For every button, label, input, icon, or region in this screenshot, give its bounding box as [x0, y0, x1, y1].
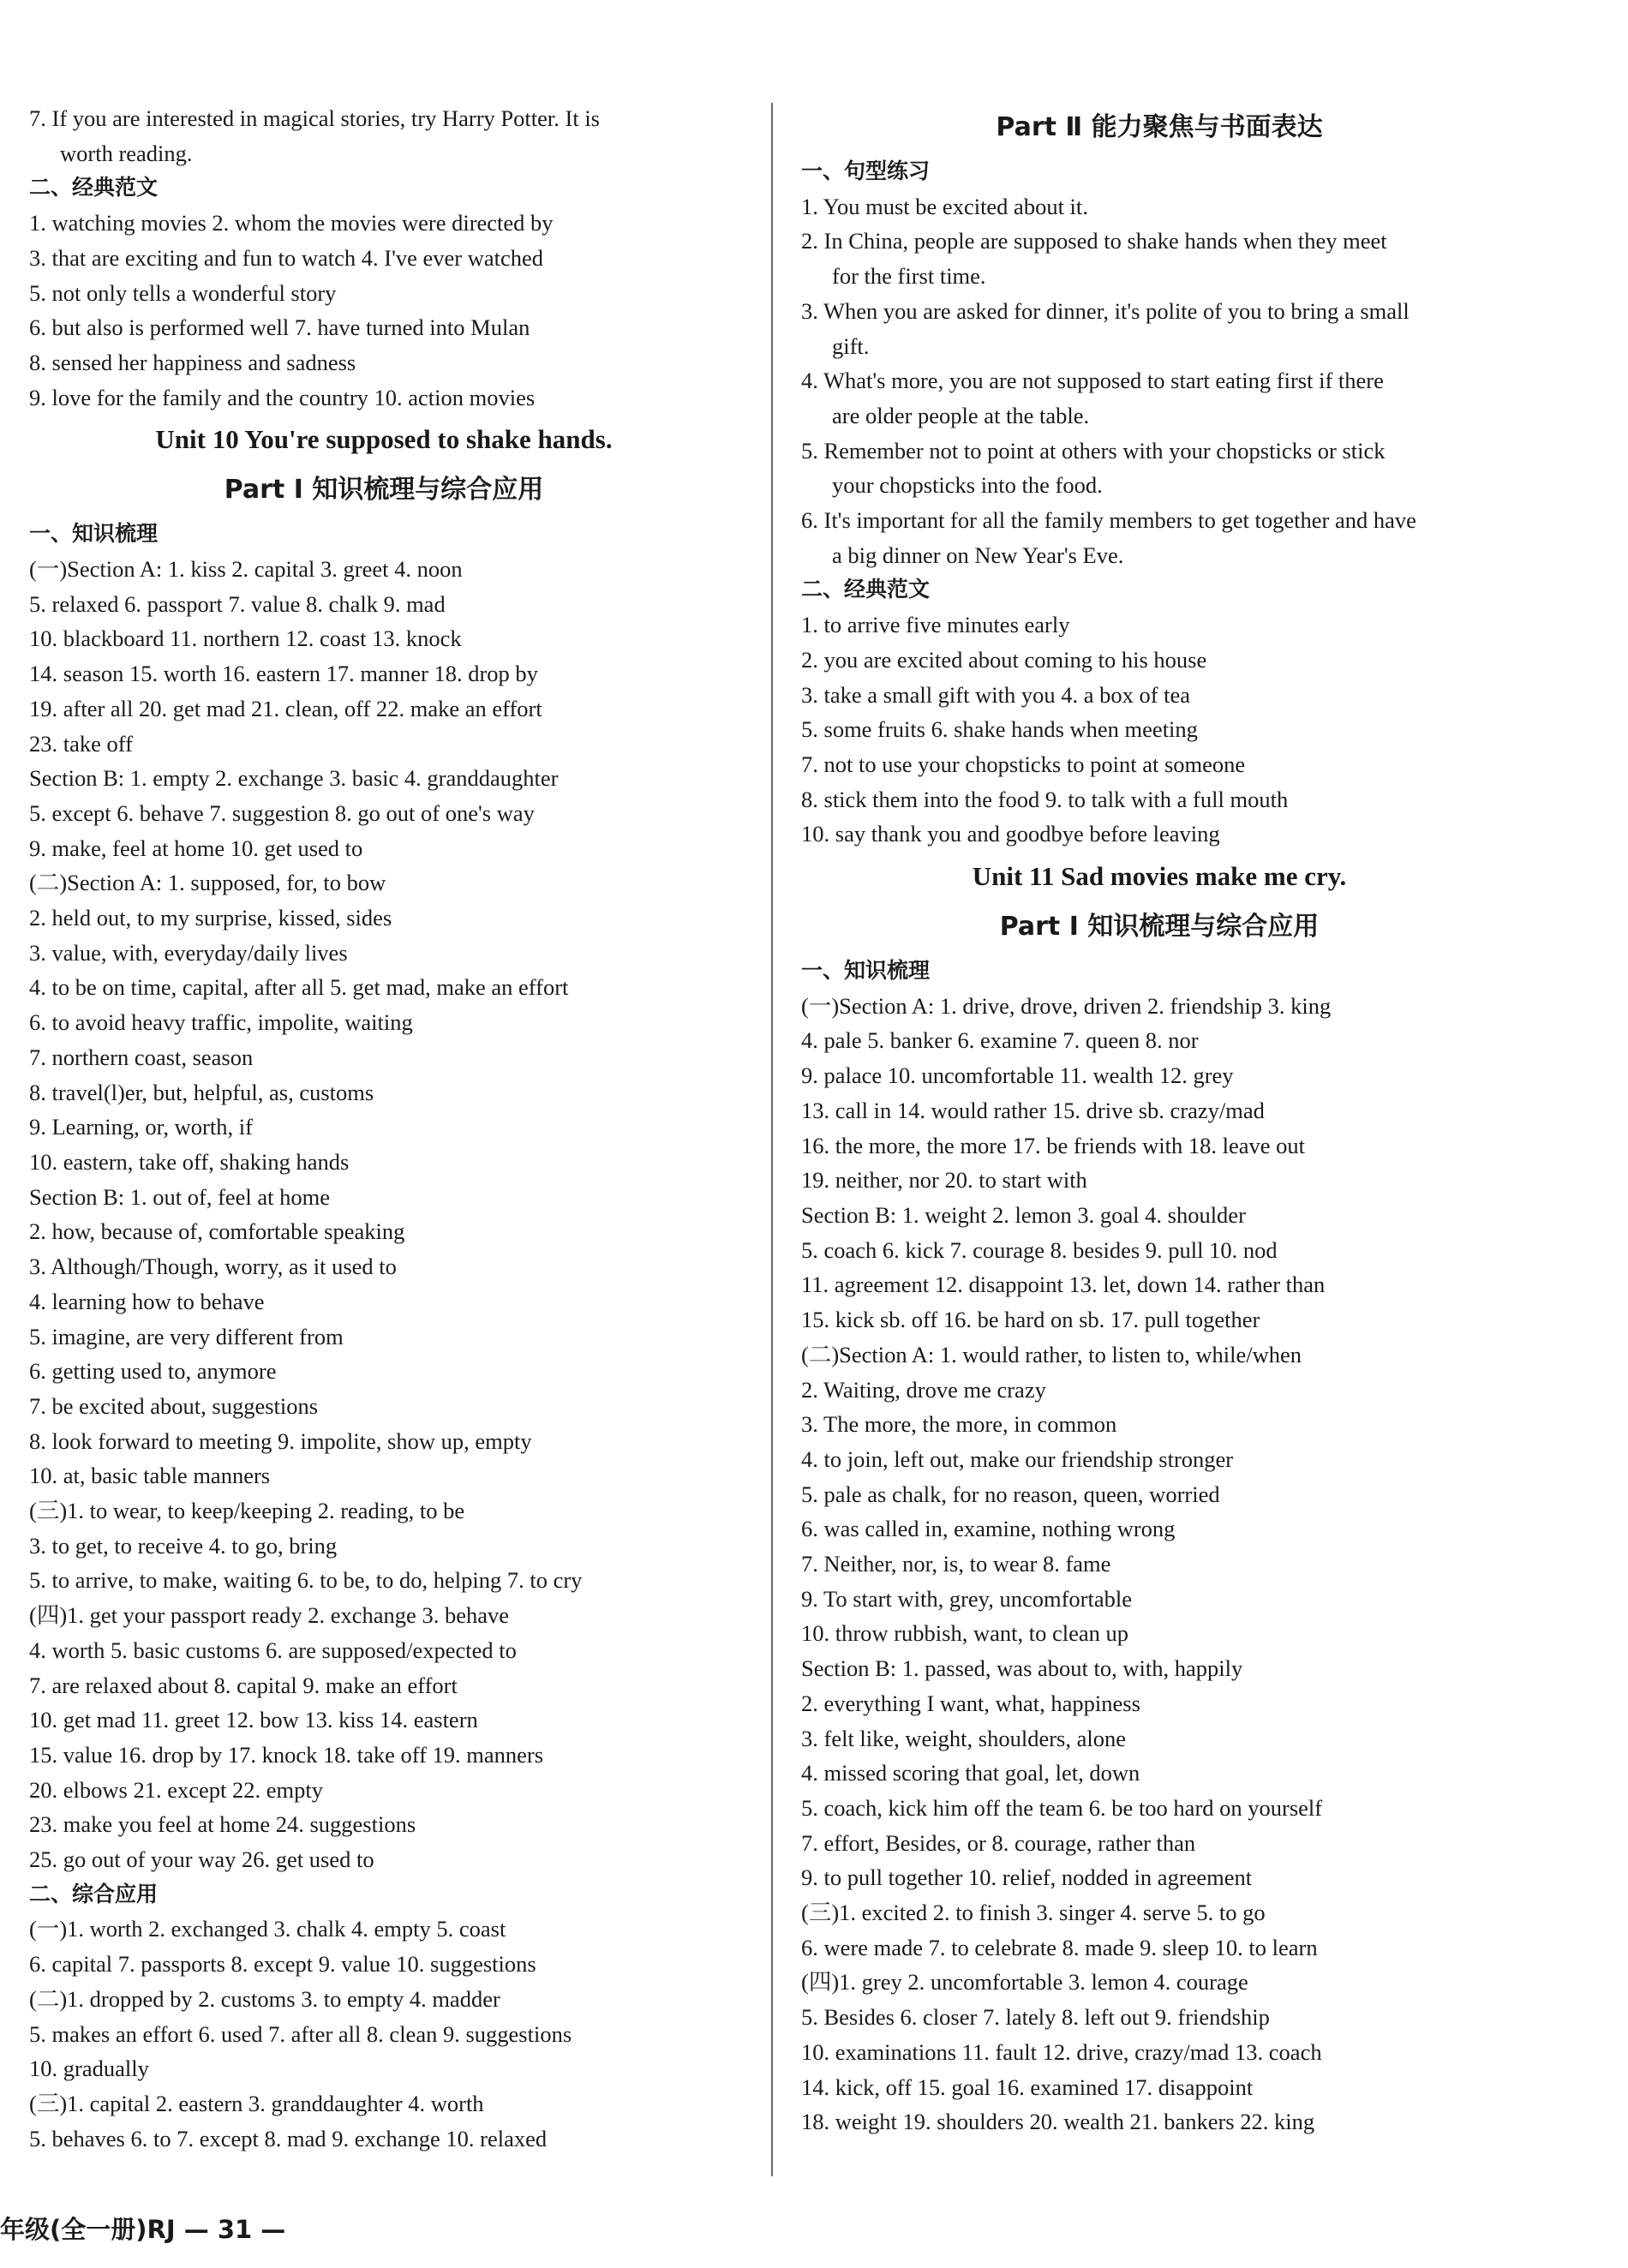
answer-line: 7. effort, Besides, or 8. courage, rather than	[801, 1829, 1196, 1856]
answer-line: 5. Besides 6. closer 7. lately 8. left out 9. friendship	[801, 2004, 1270, 2031]
answer-line: 6. capital 7. passports 8. except 9. value 10. suggestions	[29, 1951, 536, 1978]
answer-line: 13. call in 14. would rather 15. drive sb. crazy/mad	[801, 1097, 1265, 1123]
answer-line: 3. Although/Though, worry, as it used to	[29, 1254, 397, 1280]
answer-line: 10. say thank you and goodbye before leaving	[801, 821, 1220, 847]
answer-line: 9. make, feel at home 10. get used to	[29, 835, 363, 861]
answer-line-continued: worth reading.	[60, 140, 193, 166]
answer-line: 7. Neither, nor, is, to wear 8. fame	[801, 1551, 1111, 1577]
answer-line-continued: a big dinner on New Year's Eve.	[832, 542, 1124, 568]
answer-line: 3. to get, to receive 4. to go, bring	[29, 1532, 338, 1559]
answer-line: 7. be excited about, suggestions	[29, 1392, 319, 1419]
answer-line: 3. felt like, weight, shoulders, alone	[801, 1725, 1127, 1751]
answer-line: 9. love for the family and the country 10. action movies	[29, 384, 536, 410]
answer-line: 4. What's more, you are not supposed to start eating first if there	[801, 368, 1384, 394]
answer-line: 6. to avoid heavy traffic, impolite, waiting	[29, 1009, 413, 1036]
answer-line: 3. take a small gift with you 4. a box of tea	[801, 681, 1191, 708]
answer-line: 10. throw rubbish, want, to clean up	[801, 1620, 1128, 1647]
answer-line: Section B: 1. passed, was about to, with, happily	[801, 1655, 1243, 1682]
answer-line: (二)Section A: 1. would rather, to listen to, while/when	[801, 1341, 1302, 1367]
answer-line: 4. missed scoring that goal, let, down	[801, 1760, 1140, 1786]
answer-line: 18. weight 19. shoulders 20. wealth 21. bankers 22. king	[801, 2109, 1315, 2135]
answer-line: 15. value 16. drop by 17. knock 18. take off 19. manners	[29, 1741, 544, 1768]
column-divider	[771, 103, 773, 2176]
answer-line: (二)Section A: 1. supposed, for, to bow	[29, 870, 386, 896]
answer-line: (一)1. worth 2. exchanged 3. chalk 4. empty 5. coast	[29, 1916, 506, 1942]
answer-line: 15. kick sb. off 16. be hard on sb. 17. pull together	[801, 1307, 1260, 1333]
answer-line: 10. eastern, take off, shaking hands	[29, 1148, 350, 1175]
right-column	[801, 101, 1517, 2139]
answer-line: 5. to arrive, to make, waiting 6. to be, to do, helping 7. to cry	[29, 1567, 583, 1594]
answer-line: 6. were made 7. to celebrate 8. made 9. sleep 10. to learn	[801, 1934, 1318, 1960]
unit-title: Unit 11 Sad movies make me cry.	[972, 861, 1347, 892]
answer-line: 2. you are excited about coming to his house	[801, 646, 1207, 673]
answer-line: 8. sensed her happiness and sadness	[29, 349, 356, 375]
unit-title: Unit 10 You're supposed to shake hands.	[155, 424, 613, 455]
answer-line-continued: are older people at the table.	[832, 402, 1090, 428]
section-heading: 二、综合应用	[29, 1881, 159, 1906]
answer-line: 5. imagine, are very different from	[29, 1323, 344, 1349]
answer-line: 2. everything I want, what, happiness	[801, 1690, 1140, 1716]
answer-line: 5. pale as chalk, for no reason, queen, worried	[801, 1481, 1220, 1507]
answer-line: 1. watching movies 2. whom the movies were directed by	[29, 210, 554, 236]
answer-line: 8. travel(l)er, but, helpful, as, customs	[29, 1079, 374, 1105]
answer-line: 6. was called in, examine, nothing wrong	[801, 1516, 1176, 1542]
left-column	[29, 101, 739, 2156]
part-title: Part Ⅱ 能力聚焦与书面表达	[996, 112, 1323, 142]
answer-line: 14. season 15. worth 16. eastern 17. manner 18. drop by	[29, 661, 538, 687]
answer-line: (二)1. dropped by 2. customs 3. to empty 4. madder	[29, 1985, 500, 2012]
answer-line: 10. get mad 11. greet 12. bow 13. kiss 14. eastern	[29, 1707, 478, 1733]
answer-line: 2. how, because of, comfortable speaking	[29, 1218, 405, 1245]
answer-line: (三)1. to wear, to keep/keeping 2. reading, to be	[29, 1498, 465, 1524]
answer-line: 9. palace 10. uncomfortable 11. wealth 12. grey	[801, 1062, 1234, 1089]
answer-line: 5. except 6. behave 7. suggestion 8. go out of one's way	[29, 799, 535, 826]
answer-line: 9. Learning, or, worth, if	[29, 1114, 253, 1140]
answer-line: 5. coach, kick him off the team 6. be too hard on yourself	[801, 1794, 1323, 1821]
answer-line: 19. after all 20. get mad 21. clean, off 22. make an effort	[29, 695, 542, 721]
answer-line-continued: your chopsticks into the food.	[832, 472, 1103, 499]
answer-line: 6. getting used to, anymore	[29, 1358, 277, 1385]
answer-line: 10. blackboard 11. northern 12. coast 13. knock	[29, 625, 462, 652]
answer-line: 9. To start with, grey, uncomfortable	[801, 1585, 1132, 1612]
answer-line: 23. make you feel at home 24. suggestions	[29, 1811, 416, 1838]
answer-line: 4. pale 5. banker 6. examine 7. queen 8. nor	[801, 1027, 1199, 1054]
answer-line-continued: for the first time.	[832, 263, 986, 290]
answer-line: 5. behaves 6. to 7. except 8. mad 9. exchange 10. relaxed	[29, 2125, 548, 2151]
section-heading: 一、知识梳理	[801, 958, 931, 984]
answer-line: 20. elbows 21. except 22. empty	[29, 1776, 323, 1803]
answer-line: 6. It's important for all the family members to get together and have	[801, 507, 1416, 534]
answer-line: (一)Section A: 1. kiss 2. capital 3. greet 4. noon	[29, 556, 463, 583]
answer-line: 16. the more, the more 17. be friends with 18. leave out	[801, 1132, 1305, 1158]
answer-line: 10. at, basic table manners	[29, 1463, 271, 1489]
page-footer: 年级(全一册)RJ — 31 —	[0, 2215, 286, 2244]
answer-line: 3. value, with, everyday/daily lives	[29, 939, 348, 966]
answer-line: Section B: 1. out of, feel at home	[29, 1183, 331, 1210]
answer-line: 7. If you are interested in magical stories, try Harry Potter. It is	[29, 105, 600, 131]
answer-line: 8. look forward to meeting 9. impolite, show up, empty	[29, 1427, 532, 1454]
answer-line: 11. agreement 12. disappoint 13. let, down 14. rather than	[801, 1272, 1326, 1298]
answer-line: 10. examinations 11. fault 12. drive, crazy/mad 13. coach	[801, 2038, 1322, 2065]
answer-line: 3. When you are asked for dinner, it's polite of you to bring a small	[801, 297, 1410, 324]
answer-line: 1. to arrive five minutes early	[801, 612, 1070, 638]
answer-line: 7. are relaxed about 8. capital 9. make an effort	[29, 1672, 458, 1698]
answer-line: 7. not to use your chopsticks to point at someone	[801, 751, 1246, 777]
answer-line: 5. not only tells a wonderful story	[29, 279, 337, 306]
answer-line: 10. gradually	[29, 2056, 149, 2082]
answer-line: 5. relaxed 6. passport 7. value 8. chalk 9. mad	[29, 590, 446, 617]
answer-line: 3. The more, the more, in common	[801, 1411, 1117, 1438]
section-heading: 一、知识梳理	[29, 521, 159, 547]
answer-line: 7. northern coast, season	[29, 1044, 254, 1070]
answer-line: 4. learning how to behave	[29, 1288, 265, 1314]
answer-line: 6. but also is performed well 7. have turned into Mulan	[29, 314, 530, 341]
answer-line: Section B: 1. empty 2. exchange 3. basic 4. granddaughter	[29, 765, 559, 792]
answer-line: 4. to join, left out, make our friendship stronger	[801, 1445, 1234, 1472]
section-heading: 二、经典范文	[801, 577, 931, 602]
answer-line: 2. In China, people are supposed to shake hands when they meet	[801, 228, 1387, 254]
answer-line: 9. to pull together 10. relief, nodded in agreement	[801, 1864, 1253, 1891]
answer-line: 2. Waiting, drove me crazy	[801, 1376, 1046, 1403]
section-heading: 一、句型练习	[801, 159, 931, 183]
answer-line: 4. worth 5. basic customs 6. are supposed/expected to	[29, 1637, 517, 1663]
answer-line: (三)1. excited 2. to finish 3. singer 4. serve 5. to go	[801, 1900, 1266, 1926]
answer-line: 19. neither, nor 20. to start with	[801, 1167, 1087, 1194]
answer-line: 8. stick them into the food 9. to talk with a full mouth	[801, 786, 1289, 812]
answer-line: 1. You must be excited about it.	[801, 193, 1088, 219]
answer-line: 5. coach 6. kick 7. courage 8. besides 9. pull 10. nod	[801, 1236, 1278, 1263]
answer-line: 14. kick, off 15. goal 16. examined 17. disappoint	[801, 2074, 1254, 2100]
answer-line: 5. Remember not to point at others with your chopsticks or stick	[801, 437, 1386, 464]
answer-line: (一)Section A: 1. drive, drove, driven 2. friendship 3. king	[801, 992, 1332, 1019]
answer-line: 25. go out of your way 26. get used to	[29, 1846, 374, 1873]
answer-line: 4. to be on time, capital, after all 5. get mad, make an effort	[29, 974, 569, 1001]
section-heading: 二、经典范文	[29, 175, 159, 200]
answer-line: 23. take off	[29, 730, 133, 757]
answer-line: (三)1. capital 2. eastern 3. granddaughter 4. worth	[29, 2090, 484, 2116]
answer-line: (四)1. grey 2. uncomfortable 3. lemon 4. courage	[801, 1969, 1248, 1996]
answer-line: 5. makes an effort 6. used 7. after all 8. clean 9. suggestions	[29, 2020, 572, 2047]
answer-line: 3. that are exciting and fun to watch 4. I've ever watched	[29, 244, 544, 271]
part-title: Part Ⅰ 知识梳理与综合应用	[224, 475, 544, 506]
answer-line: Section B: 1. weight 2. lemon 3. goal 4. shoulder	[801, 1201, 1246, 1228]
answer-line: (四)1. get your passport ready 2. exchange 3. behave	[29, 1602, 509, 1629]
answer-line: 2. held out, to my surprise, kissed, sides	[29, 905, 392, 931]
answer-line-continued: gift.	[832, 332, 870, 359]
part-title: Part Ⅰ 知识梳理与综合应用	[999, 912, 1320, 943]
answer-line: 5. some fruits 6. shake hands when meeting	[801, 716, 1198, 743]
